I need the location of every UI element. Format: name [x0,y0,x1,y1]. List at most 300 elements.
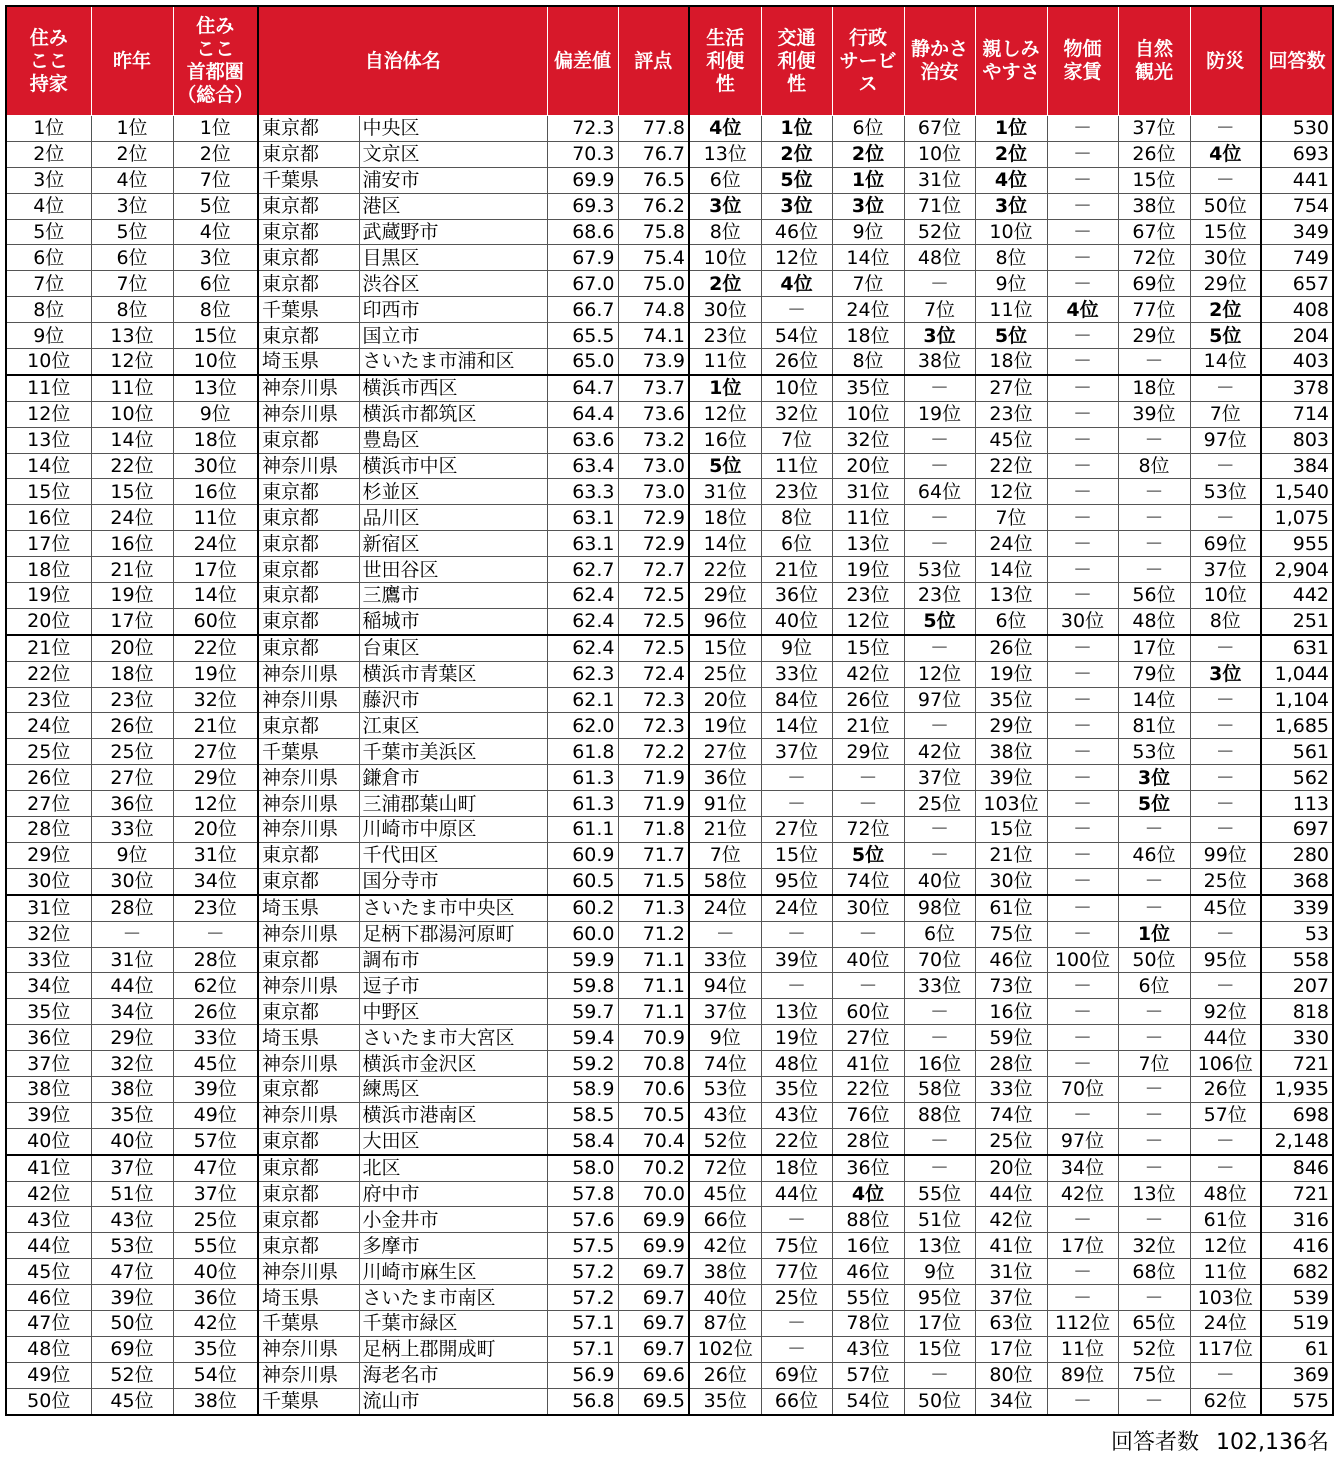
nature-rank-cell: － [1118,505,1190,531]
rank-last-year-cell: 36位 [91,791,173,817]
score-cell: 73.2 [618,427,689,453]
rank-owner-cell: 44位 [6,1233,91,1259]
disaster-rank-cell: 3位 [1190,661,1261,687]
admin-rank-cell: 30位 [832,895,904,921]
admin-rank-cell: 40位 [832,947,904,973]
score-cell: 71.2 [618,921,689,947]
prefecture-cell: 埼玉県 [258,349,359,375]
table-row [6,375,1333,401]
prices-rank-cell: － [1047,375,1118,401]
convenience-rank-cell: 43位 [689,1102,761,1128]
respondents-cell: 575 [1261,1388,1333,1414]
score-cell: 72.9 [618,531,689,557]
prices-rank-cell: － [1047,479,1118,505]
rank-owner-cell: 48位 [6,1336,91,1362]
transport-rank-cell: 23位 [761,479,832,505]
friendliness-rank-cell: 13位 [975,583,1047,609]
deviation-cell: 70.3 [547,141,618,167]
nature-rank-cell: 67位 [1118,219,1190,245]
disaster-rank-cell: 8位 [1190,608,1261,634]
prefecture-cell: 神奈川県 [258,1259,359,1285]
score-cell: 75.4 [618,245,689,271]
table-row [6,193,1333,219]
municipality-cell: 足柄上郡開成町 [359,1336,547,1362]
safety-rank-cell: 64位 [904,479,975,505]
deviation-cell: 61.3 [547,765,618,791]
friendliness-rank-cell: 20位 [975,1155,1047,1181]
municipality-cell: 世田谷区 [359,557,547,583]
deviation-cell: 59.2 [547,1051,618,1077]
prefecture-cell: 神奈川県 [258,1336,359,1362]
transport-rank-cell: 15位 [761,842,832,868]
table-row [6,505,1333,531]
respondent-count-label: 回答者数 [1111,1430,1200,1455]
municipality-cell: さいたま市南区 [359,1285,547,1311]
friendliness-rank-cell: 27位 [975,375,1047,401]
disaster-rank-cell: － [1190,973,1261,999]
table-row [6,1102,1333,1128]
score-cell: 71.1 [618,973,689,999]
friendliness-rank-cell: 61位 [975,895,1047,921]
safety-rank-cell: － [904,271,975,297]
transport-rank-cell: 37位 [761,739,832,765]
convenience-rank-cell: 74位 [689,1051,761,1077]
score-cell: 77.8 [618,116,689,142]
score-cell: 71.3 [618,895,689,921]
nature-rank-cell: 39位 [1118,401,1190,427]
score-cell: 70.5 [618,1102,689,1128]
prices-rank-cell: － [1047,791,1118,817]
rank-metro-cell: 12位 [173,791,258,817]
rank-metro-cell: 17位 [173,557,258,583]
rank-last-year-cell: 27位 [91,765,173,791]
convenience-rank-cell: 14位 [689,531,761,557]
transport-rank-cell: － [761,297,832,323]
respondents-cell: 403 [1261,349,1333,375]
respondents-cell: 1,935 [1261,1076,1333,1102]
admin-rank-cell: 43位 [832,1336,904,1362]
disaster-rank-cell: 69位 [1190,531,1261,557]
nature-rank-cell: － [1118,1025,1190,1051]
rank-last-year-cell: 6位 [91,245,173,271]
friendliness-rank-cell: 23位 [975,401,1047,427]
respondents-cell: 1,104 [1261,687,1333,713]
table-row [6,1285,1333,1311]
nature-rank-cell: 14位 [1118,687,1190,713]
convenience-rank-cell: 96位 [689,608,761,634]
respondent-count-value: 102,136名 [1216,1430,1329,1455]
deviation-cell: 57.2 [547,1285,618,1311]
disaster-rank-cell: － [1190,635,1261,661]
score-cell: 69.7 [618,1285,689,1311]
safety-rank-cell: 88位 [904,1102,975,1128]
respondents-cell: 754 [1261,193,1333,219]
nature-rank-cell: 26位 [1118,141,1190,167]
score-cell: 72.3 [618,713,689,739]
disaster-rank-cell: 14位 [1190,349,1261,375]
disaster-rank-cell: 97位 [1190,427,1261,453]
deviation-cell: 63.1 [547,505,618,531]
deviation-cell: 67.0 [547,271,618,297]
prefecture-cell: 神奈川県 [258,401,359,427]
nature-rank-cell: 15位 [1118,167,1190,193]
table-row [6,635,1333,661]
rank-owner-cell: 45位 [6,1259,91,1285]
rank-owner-cell: 17位 [6,531,91,557]
friendliness-rank-cell: 39位 [975,765,1047,791]
score-cell: 72.9 [618,505,689,531]
score-cell: 70.4 [618,1128,689,1154]
disaster-rank-cell: 24位 [1190,1310,1261,1336]
prices-rank-cell: － [1047,427,1118,453]
prefecture-cell: 東京都 [258,531,359,557]
convenience-rank-cell: 31位 [689,479,761,505]
admin-rank-cell: 9位 [832,219,904,245]
convenience-rank-cell: 72位 [689,1155,761,1181]
admin-rank-cell: 26位 [832,687,904,713]
score-cell: 73.9 [618,349,689,375]
disaster-rank-cell: 53位 [1190,479,1261,505]
municipality-cell: 練馬区 [359,1076,547,1102]
friendliness-rank-cell: 42位 [975,1207,1047,1233]
rank-metro-cell: 8位 [173,297,258,323]
rank-last-year-cell: 37位 [91,1155,173,1181]
disaster-rank-cell: 26位 [1190,1076,1261,1102]
convenience-rank-cell: 26位 [689,1362,761,1388]
score-cell: 76.7 [618,141,689,167]
rank-last-year-cell: 24位 [91,505,173,531]
admin-rank-cell: 57位 [832,1362,904,1388]
rank-last-year-cell: 20位 [91,635,173,661]
convenience-rank-cell: 20位 [689,687,761,713]
transport-rank-cell: － [761,973,832,999]
table-row [6,895,1333,921]
transport-rank-cell: 36位 [761,583,832,609]
nature-rank-cell: 8位 [1118,453,1190,479]
convenience-rank-cell: 42位 [689,1233,761,1259]
nature-rank-cell: － [1118,868,1190,894]
rank-last-year-cell: 69位 [91,1336,173,1362]
prices-rank-cell: － [1047,531,1118,557]
convenience-rank-cell: 91位 [689,791,761,817]
convenience-rank-cell: 7位 [689,842,761,868]
prices-rank-cell: － [1047,973,1118,999]
rank-owner-cell: 8位 [6,297,91,323]
respondents-cell: 207 [1261,973,1333,999]
deviation-cell: 63.4 [547,453,618,479]
convenience-rank-cell: 13位 [689,141,761,167]
disaster-rank-cell: 44位 [1190,1025,1261,1051]
transport-rank-cell: 32位 [761,401,832,427]
table-row [6,116,1333,142]
friendliness-rank-cell: 15位 [975,817,1047,843]
admin-rank-cell: 5位 [832,842,904,868]
safety-rank-cell: － [904,713,975,739]
safety-rank-cell: － [904,375,975,401]
friendliness-rank-cell: 46位 [975,947,1047,973]
rank-last-year-cell: 31位 [91,947,173,973]
transport-rank-cell: 6位 [761,531,832,557]
rank-last-year-cell: － [91,921,173,947]
respondents-cell: 682 [1261,1259,1333,1285]
nature-rank-cell: 37位 [1118,116,1190,142]
deviation-cell: 72.3 [547,116,618,142]
prefecture-cell: 東京都 [258,999,359,1025]
deviation-cell: 57.1 [547,1336,618,1362]
prices-rank-cell: － [1047,453,1118,479]
prefecture-cell: 東京都 [258,1207,359,1233]
deviation-cell: 62.4 [547,635,618,661]
disaster-rank-cell: 2位 [1190,297,1261,323]
prefecture-cell: 東京都 [258,608,359,634]
deviation-cell: 61.8 [547,739,618,765]
respondents-cell: 368 [1261,868,1333,894]
nature-rank-cell: － [1118,1076,1190,1102]
municipality-cell: 江東区 [359,713,547,739]
prices-rank-cell: － [1047,245,1118,271]
respondents-cell: 955 [1261,531,1333,557]
prefecture-cell: 千葉県 [258,739,359,765]
disaster-rank-cell: 57位 [1190,1102,1261,1128]
prefecture-cell: 神奈川県 [258,973,359,999]
transport-rank-cell: 44位 [761,1181,832,1207]
transport-rank-cell: 19位 [761,1025,832,1051]
rank-owner-cell: 9位 [6,323,91,349]
nature-rank-cell: 18位 [1118,375,1190,401]
safety-rank-cell: － [904,531,975,557]
admin-rank-cell: 14位 [832,245,904,271]
friendliness-rank-cell: 41位 [975,1233,1047,1259]
score-cell: 71.7 [618,842,689,868]
rank-metro-cell: 21位 [173,713,258,739]
safety-rank-cell: － [904,999,975,1025]
rank-last-year-cell: 51位 [91,1181,173,1207]
deviation-cell: 58.5 [547,1102,618,1128]
respondents-cell: 721 [1261,1181,1333,1207]
friendliness-rank-cell: 5位 [975,323,1047,349]
convenience-rank-cell: 6位 [689,167,761,193]
disaster-rank-cell: 7位 [1190,401,1261,427]
prefecture-cell: 神奈川県 [258,1362,359,1388]
admin-rank-cell: 19位 [832,557,904,583]
prices-rank-cell: － [1047,141,1118,167]
rank-metro-cell: 49位 [173,1102,258,1128]
rank-metro-cell: 34位 [173,868,258,894]
nature-rank-cell: 29位 [1118,323,1190,349]
municipality-cell: 流山市 [359,1388,547,1414]
transport-rank-cell: 5位 [761,167,832,193]
nature-rank-cell: － [1118,999,1190,1025]
municipality-cell: 大田区 [359,1128,547,1154]
municipality-cell: 武蔵野市 [359,219,547,245]
convenience-rank-cell: 8位 [689,219,761,245]
disaster-rank-cell: 4位 [1190,141,1261,167]
rank-owner-cell: 42位 [6,1181,91,1207]
safety-rank-cell: － [904,1362,975,1388]
transport-rank-cell: 39位 [761,947,832,973]
nature-rank-cell: － [1118,1207,1190,1233]
disaster-rank-cell: 37位 [1190,557,1261,583]
transport-rank-cell: 11位 [761,453,832,479]
admin-rank-cell: － [832,973,904,999]
rank-owner-cell: 19位 [6,583,91,609]
nature-rank-cell: 68位 [1118,1259,1190,1285]
convenience-rank-cell: 102位 [689,1336,761,1362]
rank-owner-cell: 2位 [6,141,91,167]
nature-rank-cell: 48位 [1118,608,1190,634]
respondents-cell: 2,148 [1261,1128,1333,1154]
table-row [6,219,1333,245]
score-cell: 69.9 [618,1233,689,1259]
disaster-rank-cell: 99位 [1190,842,1261,868]
prefecture-cell: 東京都 [258,1155,359,1181]
rank-metro-cell: 5位 [173,193,258,219]
respondents-cell: 558 [1261,947,1333,973]
transport-rank-cell: 18位 [761,1155,832,1181]
prefecture-cell: 東京都 [258,505,359,531]
friendliness-rank-cell: 30位 [975,868,1047,894]
score-cell: 72.5 [618,635,689,661]
deviation-cell: 66.7 [547,297,618,323]
municipality-cell: さいたま市浦和区 [359,349,547,375]
transport-rank-cell: 26位 [761,349,832,375]
prefecture-cell: 埼玉県 [258,1025,359,1051]
score-cell: 71.9 [618,765,689,791]
disaster-rank-cell: 62位 [1190,1388,1261,1414]
prices-rank-cell: － [1047,349,1118,375]
disaster-rank-cell: － [1190,1128,1261,1154]
disaster-rank-cell: － [1190,1155,1261,1181]
disaster-rank-cell: － [1190,1362,1261,1388]
convenience-rank-cell: 40位 [689,1285,761,1311]
safety-rank-cell: 25位 [904,791,975,817]
score-cell: 71.8 [618,817,689,843]
rank-metro-cell: 38位 [173,1388,258,1414]
rank-owner-cell: 22位 [6,661,91,687]
safety-rank-cell: － [904,842,975,868]
municipality-cell: 中野区 [359,999,547,1025]
respondents-cell: 539 [1261,1285,1333,1311]
rank-owner-cell: 20位 [6,608,91,634]
table-row [6,557,1333,583]
rank-owner-cell: 4位 [6,193,91,219]
rank-metro-cell: 24位 [173,531,258,557]
rank-metro-cell: 2位 [173,141,258,167]
convenience-rank-cell: － [689,921,761,947]
respondents-cell: 1,044 [1261,661,1333,687]
disaster-rank-cell: － [1190,739,1261,765]
header-convenience: 生活 利便 性 [689,6,761,116]
deviation-cell: 60.0 [547,921,618,947]
admin-rank-cell: 22位 [832,1076,904,1102]
safety-rank-cell: 15位 [904,1336,975,1362]
prices-rank-cell: 30位 [1047,608,1118,634]
respondents-cell: 749 [1261,245,1333,271]
prices-rank-cell: 17位 [1047,1233,1118,1259]
convenience-rank-cell: 19位 [689,713,761,739]
rank-metro-cell: 11位 [173,505,258,531]
municipality-cell: 文京区 [359,141,547,167]
score-cell: 71.1 [618,999,689,1025]
convenience-rank-cell: 29位 [689,583,761,609]
nature-rank-cell: 65位 [1118,1310,1190,1336]
friendliness-rank-cell: 16位 [975,999,1047,1025]
rank-last-year-cell: 29位 [91,1025,173,1051]
convenience-rank-cell: 12位 [689,401,761,427]
respondents-cell: 408 [1261,297,1333,323]
safety-rank-cell: 70位 [904,947,975,973]
friendliness-rank-cell: 12位 [975,479,1047,505]
convenience-rank-cell: 1位 [689,375,761,401]
prefecture-cell: 東京都 [258,635,359,661]
nature-rank-cell: － [1118,427,1190,453]
rank-last-year-cell: 8位 [91,297,173,323]
prefecture-cell: 神奈川県 [258,375,359,401]
prefecture-cell: 東京都 [258,947,359,973]
respondents-cell: 561 [1261,739,1333,765]
rank-last-year-cell: 5位 [91,219,173,245]
nature-rank-cell: 75位 [1118,1362,1190,1388]
prices-rank-cell: － [1047,193,1118,219]
safety-rank-cell: 3位 [904,323,975,349]
score-cell: 73.0 [618,453,689,479]
rank-owner-cell: 33位 [6,947,91,973]
admin-rank-cell: 8位 [832,349,904,375]
municipality-cell: 横浜市中区 [359,453,547,479]
score-cell: 72.5 [618,583,689,609]
header-rank-owner: 住み ここ 持家 [6,6,91,116]
friendliness-rank-cell: 6位 [975,608,1047,634]
respondents-cell: 698 [1261,1102,1333,1128]
nature-rank-cell: － [1118,1155,1190,1181]
rank-metro-cell: 47位 [173,1155,258,1181]
transport-rank-cell: 77位 [761,1259,832,1285]
safety-rank-cell: － [904,453,975,479]
rank-metro-cell: 35位 [173,1336,258,1362]
deviation-cell: 58.9 [547,1076,618,1102]
disaster-rank-cell: － [1190,817,1261,843]
deviation-cell: 59.7 [547,999,618,1025]
table-row [6,1336,1333,1362]
municipality-cell: 横浜市金沢区 [359,1051,547,1077]
safety-rank-cell: 16位 [904,1051,975,1077]
safety-rank-cell: － [904,635,975,661]
safety-rank-cell: － [904,817,975,843]
prices-rank-cell: － [1047,868,1118,894]
safety-rank-cell: 19位 [904,401,975,427]
friendliness-rank-cell: 7位 [975,505,1047,531]
admin-rank-cell: 24位 [832,297,904,323]
prices-rank-cell: － [1047,739,1118,765]
prefecture-cell: 千葉県 [258,297,359,323]
disaster-rank-cell: 5位 [1190,323,1261,349]
prefecture-cell: 神奈川県 [258,817,359,843]
admin-rank-cell: 7位 [832,271,904,297]
municipality-cell: 三鷹市 [359,583,547,609]
score-cell: 69.7 [618,1259,689,1285]
table-row [6,868,1333,894]
friendliness-rank-cell: 73位 [975,973,1047,999]
score-cell: 70.2 [618,1155,689,1181]
deviation-cell: 60.9 [547,842,618,868]
table-header [6,6,1333,116]
rank-metro-cell: 6位 [173,271,258,297]
transport-rank-cell: 10位 [761,375,832,401]
nature-rank-cell: 5位 [1118,791,1190,817]
prefecture-cell: 東京都 [258,842,359,868]
rank-metro-cell: 45位 [173,1051,258,1077]
deviation-cell: 63.1 [547,531,618,557]
